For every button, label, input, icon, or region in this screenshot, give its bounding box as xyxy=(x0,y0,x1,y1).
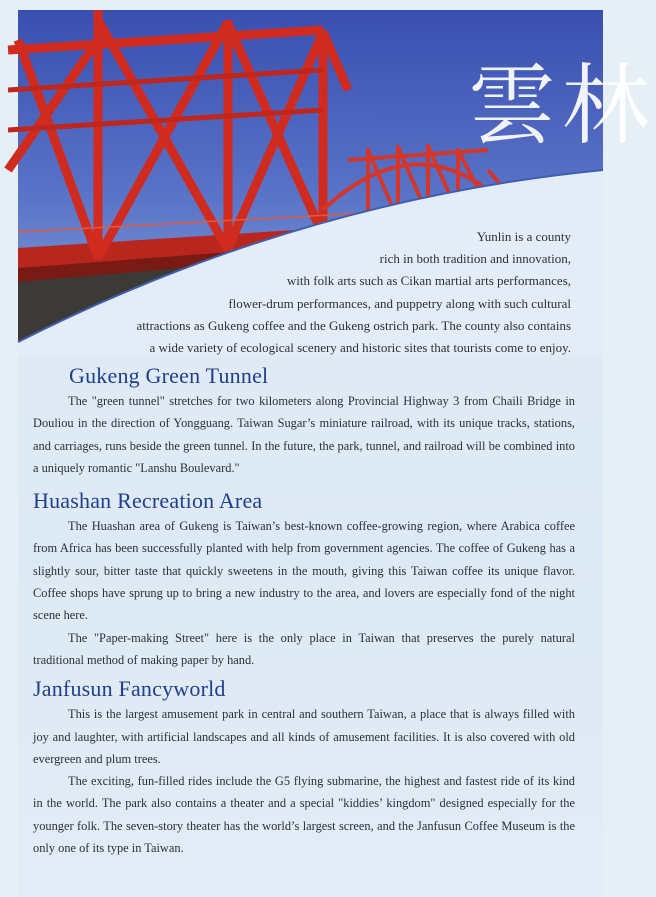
intro-line: Yunlin is a county xyxy=(476,229,571,244)
section-heading: Gukeng Green Tunnel xyxy=(69,363,269,388)
intro-line: rich in both tradition and innovation, xyxy=(379,251,571,267)
section-gukeng-green-tunnel xyxy=(33,362,575,479)
intro-line: attractions as Gukeng coffee and the Gukeng ostrich park. The county also contains xyxy=(136,317,571,333)
article-body xyxy=(33,362,575,863)
brochure-page xyxy=(18,10,656,897)
section-janfusun-fancyworld xyxy=(33,675,575,859)
section-paragraph: This is the largest amusement park in central and southern Taiwan, a place that is always filled with joy and laughter, with artificial landscapes and all kinds of amusement facilities. It is also covered with old evergreen and plum trees. xyxy=(33,707,575,766)
section-heading: Janfusun Fancyworld xyxy=(33,676,226,702)
section-paragraph: The Huashan area of Gukeng is Taiwan’s best-known coffee-growing region, where Arabica coffee from Africa has been successfully planted with help from government agencies. The coffee of Gukeng has a slightly sour, bitter taste that quickly sweetens in the mouth, giving this Taiwan coffee its unique flavor. Coffee shops have sprung up to bring a new industry to the area, and lovers are especially fond of the night scene here. xyxy=(33,519,575,623)
yunlin-title: 雲林 xyxy=(468,54,656,157)
intro-line: with folk arts such as Cikan martial arts performances, xyxy=(286,273,571,289)
section-paragraph: The exciting, fun-filled rides include the G5 flying submarine, the highest and fastest ride of its kind in the world. The park also contains a theater and a special "kiddies’ kingdom" designed especially for the younger folk. The seven-story theater has the world’s largest screen, and the Janfusun Coffee Museum is the only one of its type in Taiwan. xyxy=(33,774,575,856)
intro-line: flower-drum performances, and puppetry along with such cultural xyxy=(228,295,571,311)
section-heading: Huashan Recreation Area xyxy=(33,488,263,514)
intro-paragraph xyxy=(101,226,571,359)
section-paragraph: The "green tunnel" stretches for two kilometers along Provincial Highway 3 from Chaili Bridge in Douliou in the direction of Yongguang. Taiwan Sugar’s miniature railroad, with its unique tracks, stations, and carriages, runs beside the green tunnel. In the future, the park, tunnel, and railroad will be combined into a uniquely romantic "Lanshu Boulevard." xyxy=(33,394,575,475)
intro-line: a wide variety of ecological scenery and historic sites that tourists come to enjoy. xyxy=(149,340,571,356)
section-huashan-recreation-area xyxy=(33,487,575,671)
section-paragraph: The "Paper-making Street" here is the only place in Taiwan that preserves the purely natural traditional method of making paper by hand. xyxy=(33,630,575,667)
